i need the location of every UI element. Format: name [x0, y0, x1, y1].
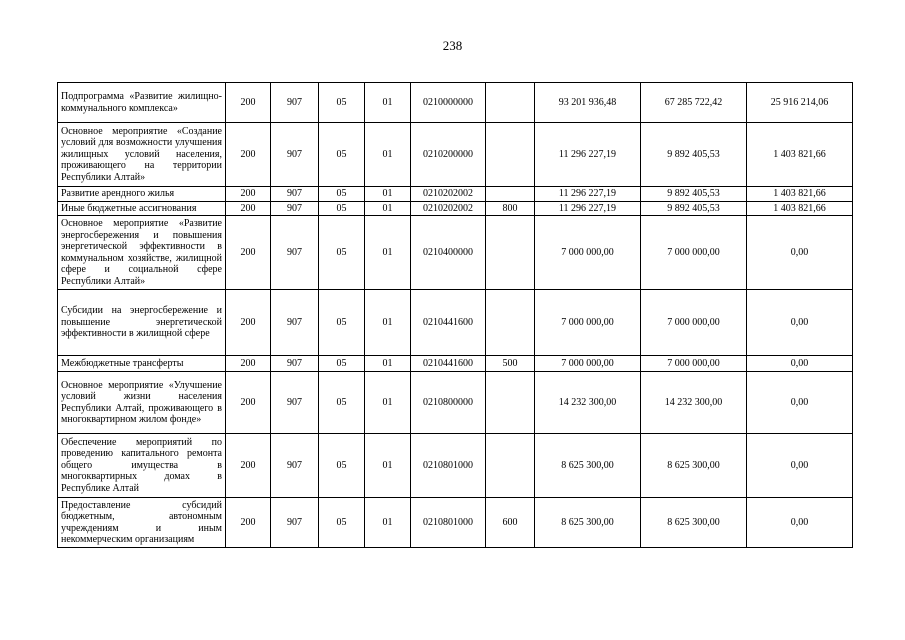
section-code-cell: 05 — [319, 216, 365, 290]
subsection-code-cell: 01 — [365, 434, 411, 498]
subsection-code-cell: 01 — [365, 290, 411, 356]
expense-type-cell — [486, 290, 535, 356]
department-code-cell: 907 — [271, 187, 319, 202]
department-code-cell: 907 — [271, 83, 319, 123]
section-code-cell: 05 — [319, 290, 365, 356]
department-code-cell: 907 — [271, 201, 319, 216]
sum-year-3-cell: 0,00 — [747, 372, 853, 434]
row-name-cell: Основное мероприятие «Улучшение условий жизни населения Республики Алтай, проживающего в многоквартирном жилом фонде» — [58, 372, 226, 434]
row-name-cell: Основное мероприятие «Создание условий для возможности улучшения жилищных условий населения, проживающего на территории Республики Алтай» — [58, 123, 226, 187]
table-row — [58, 356, 853, 372]
table-row — [58, 290, 853, 356]
target-article-cell: 0210441600 — [411, 356, 486, 372]
section-code-cell: 05 — [319, 187, 365, 202]
table-row — [58, 498, 853, 548]
target-article-cell: 0210400000 — [411, 216, 486, 290]
expense-type-cell — [486, 123, 535, 187]
expense-type-cell — [486, 434, 535, 498]
ministry-code-cell: 200 — [226, 290, 271, 356]
section-code-cell: 05 — [319, 123, 365, 187]
row-name-cell: Основное мероприятие «Развитие энергосбережения и повышения энергетической эффективности в коммунальном хозяйстве, жилищной сфере и социальной сфере Республики Алтай» — [58, 216, 226, 290]
department-code-cell: 907 — [271, 372, 319, 434]
sum-year-3-cell: 0,00 — [747, 434, 853, 498]
sum-year-2-cell: 8 625 300,00 — [641, 498, 747, 548]
expense-type-cell: 600 — [486, 498, 535, 548]
sum-year-1-cell: 8 625 300,00 — [535, 498, 641, 548]
subsection-code-cell: 01 — [365, 498, 411, 548]
sum-year-1-cell: 93 201 936,48 — [535, 83, 641, 123]
ministry-code-cell: 200 — [226, 201, 271, 216]
sum-year-1-cell: 11 296 227,19 — [535, 187, 641, 202]
sum-year-3-cell: 1 403 821,66 — [747, 187, 853, 202]
sum-year-3-cell: 0,00 — [747, 498, 853, 548]
sum-year-2-cell: 7 000 000,00 — [641, 290, 747, 356]
subsection-code-cell: 01 — [365, 201, 411, 216]
row-name-cell: Развитие арендного жилья — [58, 187, 226, 202]
department-code-cell: 907 — [271, 216, 319, 290]
ministry-code-cell: 200 — [226, 356, 271, 372]
row-name-cell: Субсидии на энергосбережение и повышение энергетической эффективности в жилищной сфере — [58, 290, 226, 356]
sum-year-2-cell: 9 892 405,53 — [641, 187, 747, 202]
sum-year-3-cell: 25 916 214,06 — [747, 83, 853, 123]
sum-year-3-cell: 0,00 — [747, 216, 853, 290]
sum-year-2-cell: 7 000 000,00 — [641, 216, 747, 290]
ministry-code-cell: 200 — [226, 372, 271, 434]
ministry-code-cell: 200 — [226, 83, 271, 123]
table-row — [58, 372, 853, 434]
sum-year-2-cell: 8 625 300,00 — [641, 434, 747, 498]
sum-year-1-cell: 8 625 300,00 — [535, 434, 641, 498]
table-row — [58, 187, 853, 202]
expense-type-cell — [486, 216, 535, 290]
target-article-cell: 0210800000 — [411, 372, 486, 434]
sum-year-1-cell: 11 296 227,19 — [535, 123, 641, 187]
expense-type-cell — [486, 83, 535, 123]
expense-type-cell — [486, 372, 535, 434]
ministry-code-cell: 200 — [226, 434, 271, 498]
section-code-cell: 05 — [319, 356, 365, 372]
subsection-code-cell: 01 — [365, 356, 411, 372]
target-article-cell: 0210000000 — [411, 83, 486, 123]
sum-year-1-cell: 11 296 227,19 — [535, 201, 641, 216]
sum-year-2-cell: 67 285 722,42 — [641, 83, 747, 123]
target-article-cell: 0210202002 — [411, 201, 486, 216]
section-code-cell: 05 — [319, 201, 365, 216]
table-row — [58, 123, 853, 187]
sum-year-3-cell: 0,00 — [747, 290, 853, 356]
section-code-cell: 05 — [319, 372, 365, 434]
target-article-cell: 0210801000 — [411, 498, 486, 548]
target-article-cell: 0210801000 — [411, 434, 486, 498]
row-name-cell: Обеспечение мероприятий по проведению капитального ремонта общего имущества в многоквартирных домах в Республике Алтай — [58, 434, 226, 498]
section-code-cell: 05 — [319, 498, 365, 548]
sum-year-2-cell: 9 892 405,53 — [641, 201, 747, 216]
expense-type-cell — [486, 187, 535, 202]
table-row — [58, 83, 853, 123]
row-name-cell: Межбюджетные трансферты — [58, 356, 226, 372]
department-code-cell: 907 — [271, 434, 319, 498]
section-code-cell: 05 — [319, 83, 365, 123]
department-code-cell: 907 — [271, 290, 319, 356]
sum-year-1-cell: 14 232 300,00 — [535, 372, 641, 434]
ministry-code-cell: 200 — [226, 216, 271, 290]
department-code-cell: 907 — [271, 498, 319, 548]
subsection-code-cell: 01 — [365, 372, 411, 434]
ministry-code-cell: 200 — [226, 498, 271, 548]
sum-year-1-cell: 7 000 000,00 — [535, 216, 641, 290]
ministry-code-cell: 200 — [226, 123, 271, 187]
table-row — [58, 434, 853, 498]
sum-year-3-cell: 0,00 — [747, 356, 853, 372]
subsection-code-cell: 01 — [365, 216, 411, 290]
subsection-code-cell: 01 — [365, 83, 411, 123]
target-article-cell: 0210441600 — [411, 290, 486, 356]
expense-type-cell: 800 — [486, 201, 535, 216]
table-row — [58, 201, 853, 216]
department-code-cell: 907 — [271, 123, 319, 187]
table-row — [58, 216, 853, 290]
row-name-cell: Подпрограмма «Развитие жилищно-коммунального комплекса» — [58, 83, 226, 123]
sum-year-1-cell: 7 000 000,00 — [535, 290, 641, 356]
row-name-cell: Иные бюджетные ассигнования — [58, 201, 226, 216]
sum-year-2-cell: 14 232 300,00 — [641, 372, 747, 434]
department-code-cell: 907 — [271, 356, 319, 372]
target-article-cell: 0210200000 — [411, 123, 486, 187]
expense-type-cell: 500 — [486, 356, 535, 372]
budget-table — [57, 82, 853, 548]
sum-year-3-cell: 1 403 821,66 — [747, 201, 853, 216]
sum-year-1-cell: 7 000 000,00 — [535, 356, 641, 372]
section-code-cell: 05 — [319, 434, 365, 498]
ministry-code-cell: 200 — [226, 187, 271, 202]
sum-year-2-cell: 7 000 000,00 — [641, 356, 747, 372]
sum-year-3-cell: 1 403 821,66 — [747, 123, 853, 187]
sum-year-2-cell: 9 892 405,53 — [641, 123, 747, 187]
row-name-cell: Предоставление субсидий бюджетным, автономным учреждениям и иным некоммерческим организациям — [58, 498, 226, 548]
subsection-code-cell: 01 — [365, 187, 411, 202]
page-number: 238 — [442, 38, 463, 53]
subsection-code-cell: 01 — [365, 123, 411, 187]
target-article-cell: 0210202002 — [411, 187, 486, 202]
